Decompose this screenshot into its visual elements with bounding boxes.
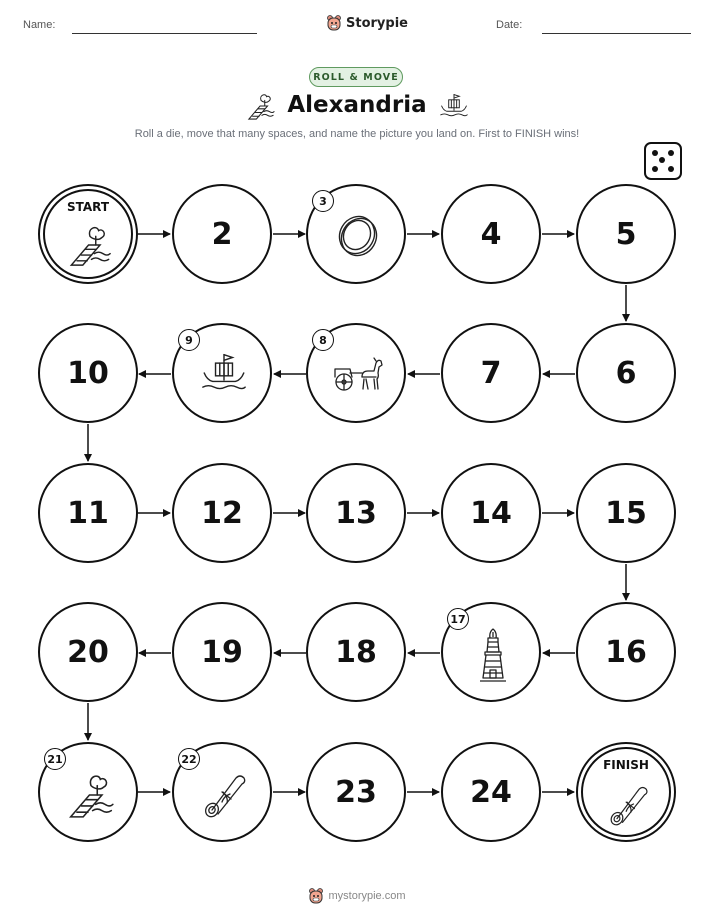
space-number: 4 [480, 216, 502, 252]
space-badge: 22 [178, 748, 200, 770]
space-4[interactable] [441, 184, 541, 284]
space-number: 6 [615, 355, 637, 391]
space-14[interactable] [441, 463, 541, 563]
space-15[interactable] [576, 463, 676, 563]
space-start[interactable] [38, 184, 138, 284]
space-finish[interactable] [576, 742, 676, 842]
space-number: 10 [67, 355, 109, 391]
footer [0, 886, 714, 906]
stairs-to-sea-icon [67, 770, 115, 820]
scroll-icon [606, 782, 650, 826]
space-number: 7 [480, 355, 502, 391]
brand-name: Storypie [346, 15, 408, 31]
space-number: 23 [335, 774, 377, 810]
space-number: 14 [470, 495, 512, 531]
space-2[interactable] [172, 184, 272, 284]
date-label: Date: [496, 19, 523, 31]
space-number: 20 [67, 634, 109, 670]
space-number: 13 [335, 495, 377, 531]
space-17[interactable] [441, 602, 541, 702]
space-16[interactable] [576, 602, 676, 702]
space-number: 5 [615, 216, 637, 252]
page-title: Alexandria [287, 92, 427, 118]
space-20[interactable] [38, 602, 138, 702]
space-10[interactable] [38, 323, 138, 423]
space-7[interactable] [441, 323, 541, 423]
space-19[interactable] [172, 602, 272, 702]
space-8[interactable] [306, 323, 406, 423]
storypie-logo-icon [308, 887, 324, 905]
sailing-ship-icon [200, 349, 248, 397]
coin-icon [335, 213, 381, 259]
space-24[interactable] [441, 742, 541, 842]
activity-tag: ROLL & MOVE [309, 67, 403, 87]
space-number: 12 [201, 495, 243, 531]
start-caption: START [66, 200, 110, 214]
space-number: 18 [335, 634, 377, 670]
space-badge: 8 [312, 329, 334, 351]
space-badge: 3 [312, 190, 334, 212]
stairs-to-sea-icon [67, 222, 113, 268]
space-badge: 21 [44, 748, 66, 770]
horse-chariot-icon [332, 355, 386, 395]
space-12[interactable] [172, 463, 272, 563]
space-13[interactable] [306, 463, 406, 563]
space-21[interactable] [38, 742, 138, 842]
name-label: Name: [23, 19, 56, 31]
space-number: 16 [605, 634, 647, 670]
space-9[interactable] [172, 323, 272, 423]
footer-url[interactable]: mystorypie.com [328, 890, 406, 902]
space-22[interactable] [172, 742, 272, 842]
space-18[interactable] [306, 602, 406, 702]
space-badge: 9 [178, 329, 200, 351]
space-3[interactable] [306, 184, 406, 284]
space-11[interactable] [38, 463, 138, 563]
space-23[interactable] [306, 742, 406, 842]
space-number: 24 [470, 774, 512, 810]
scroll-icon [200, 770, 248, 818]
space-number: 2 [211, 216, 233, 252]
space-5[interactable] [576, 184, 676, 284]
space-badge: 17 [447, 608, 469, 630]
lighthouse-icon [477, 628, 509, 684]
space-number: 19 [201, 634, 243, 670]
space-6[interactable] [576, 323, 676, 423]
space-number: 15 [605, 495, 647, 531]
space-number: 11 [67, 495, 109, 531]
finish-caption: FINISH [603, 758, 649, 772]
instructions: Roll a die, move that many spaces, and name the picture you land on. First to FINISH wins! [134, 128, 580, 140]
